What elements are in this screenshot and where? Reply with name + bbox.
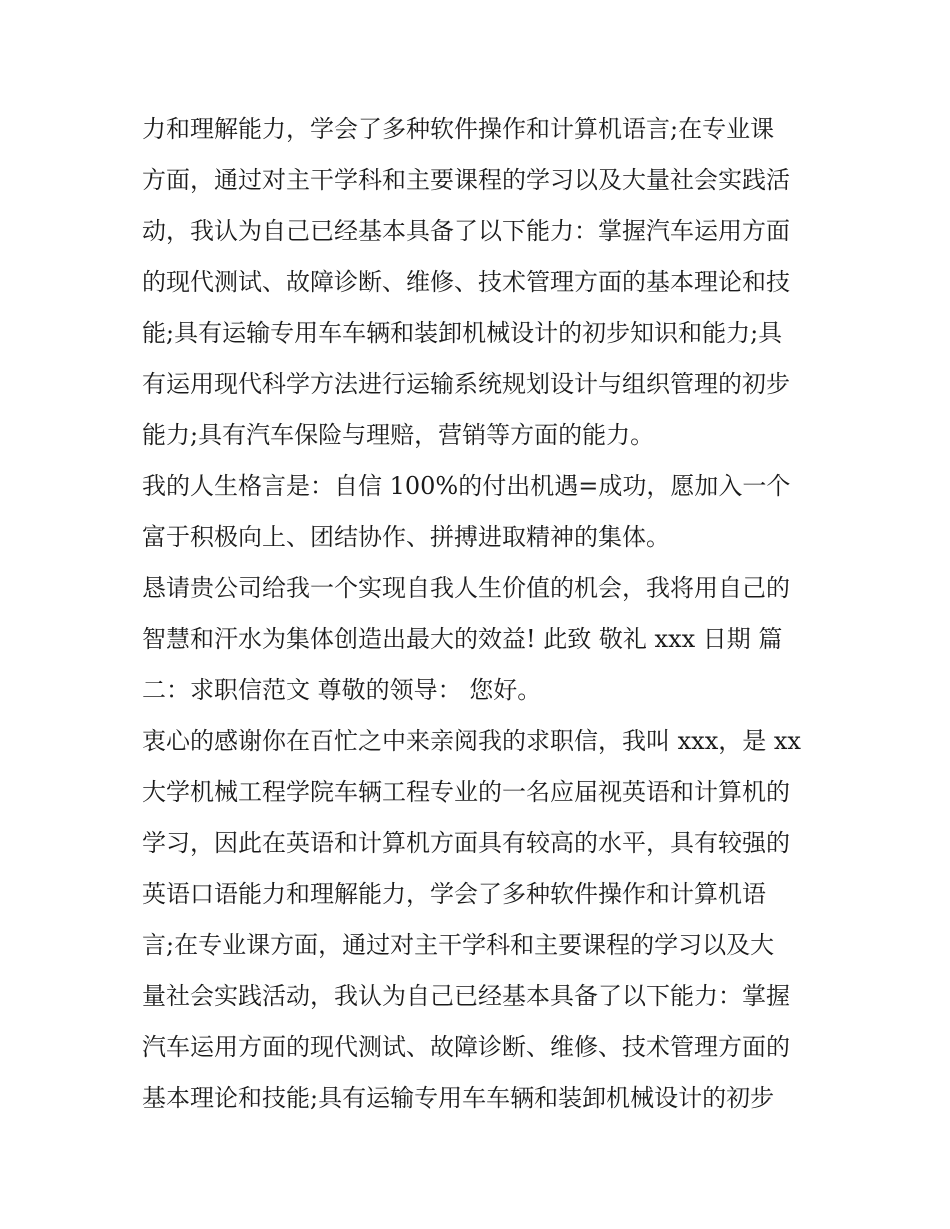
text-line: 智慧和汗水为集体创造出最大的效益! 此致 敬礼 xxx 日期 篇 — [142, 625, 783, 653]
text-line: 二：求职信范文 尊敬的领导： 您好。 — [142, 676, 542, 704]
text-line: 我的人生格言是：自信 100%的付出机遇=成功，愿加入一个 — [142, 472, 791, 500]
text-line: 方面，通过对主干学科和主要课程的学习以及大量社会实践活 — [142, 166, 790, 194]
text-line: 衷心的感谢你在百忙之中来亲阅我的求职信，我叫 xxx，是 xx — [142, 727, 801, 755]
text-line: 大学机械工程学院车辆工程专业的一名应届视英语和计算机的 — [142, 778, 790, 806]
text-line: 学习，因此在英语和计算机方面具有较高的水平，具有较强的 — [142, 829, 790, 857]
text-line: 动，我认为自己已经基本具备了以下能力：掌握汽车运用方面 — [142, 217, 790, 245]
text-line: 力和理解能力，学会了多种软件操作和计算机语言;在专业课 — [142, 115, 775, 143]
text-line: 英语口语能力和理解能力，学会了多种软件操作和计算机语 — [142, 880, 766, 908]
text-line: 基本理论和技能;具有运输专用车车辆和装卸机械设计的初步 — [142, 1084, 775, 1112]
body-text — [142, 104, 822, 1124]
text-line: 有运用现代科学方法进行运输系统规划设计与组织管理的初步 — [142, 370, 790, 398]
text-line: 量社会实践活动，我认为自己已经基本具备了以下能力：掌握 — [142, 982, 790, 1010]
text-line: 富于积极向上、团结协作、拼搏进取精神的集体。 — [142, 523, 670, 551]
text-line: 能;具有运输专用车车辆和装卸机械设计的初步知识和能力;具 — [142, 319, 783, 347]
text-line: 恳请贵公司给我一个实现自我人生价值的机会，我将用自己的 — [142, 574, 790, 602]
text-line: 的现代测试、故障诊断、维修、技术管理方面的基本理论和技 — [142, 268, 790, 296]
text-line: 言;在专业课方面，通过对主干学科和主要课程的学习以及大 — [142, 931, 775, 959]
text-line: 能力;具有汽车保险与理赔，营销等方面的能力。 — [142, 421, 655, 449]
text-line: 汽车运用方面的现代测试、故障诊断、维修、技术管理方面的 — [142, 1033, 790, 1061]
